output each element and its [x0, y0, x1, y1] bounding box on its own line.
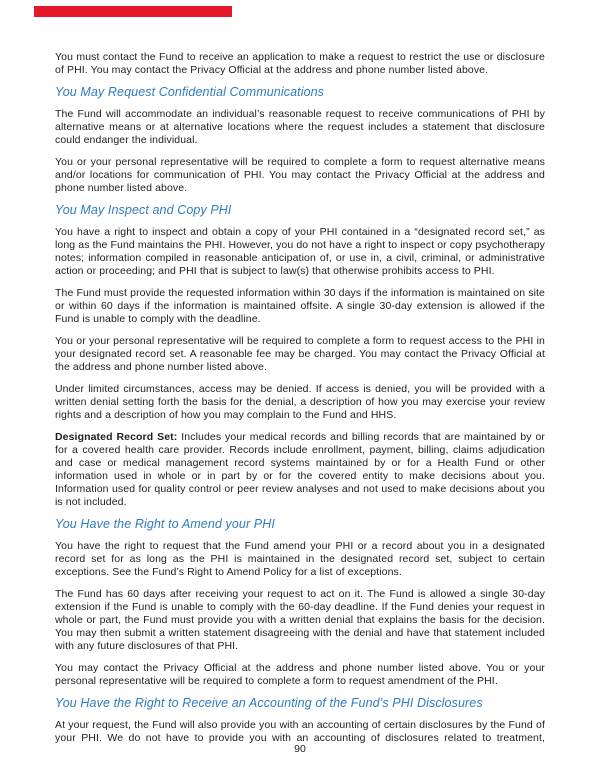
paragraph: At your request, the Fund will also provide you with an accounting of certain disclosures by the Fund of your PHI. We do not have to provide you with an accounting of disclosures related to treatment,	[55, 719, 545, 744]
paragraph: You have the right to request that the Fund amend your PHI or a record about you in a designated record set for as long as the PHI is maintained in the designated record set, subject to certain exceptions. See the Fund’s Right to Amend Policy for a list of exceptions.	[55, 540, 545, 578]
section-heading: You May Request Confidential Communications	[55, 85, 325, 99]
paragraph: The Fund will accommodate an individual’s reasonable request to receive communications of PHI by alternative means or at alternative locations where the request includes a statement that disclosure could endanger the individual.	[55, 108, 545, 146]
redaction-bar	[34, 6, 232, 17]
section-heading: You Have the Right to Amend your PHI	[55, 517, 275, 531]
paragraph: You must contact the Fund to receive an application to make a request to restrict the use or disclosure of PHI. You may contact the Privacy Official at the address and phone number listed above.	[55, 51, 545, 76]
paragraph: The Fund must provide the requested information within 30 days if the information is maintained on site or within 60 days if the information is maintained offsite. A single 30-day extension is allowed if the Fund is unable to comply with the deadline.	[55, 287, 545, 325]
paragraph: You or your personal representative will be required to complete a form to request alternative means and/or locations for communication of PHI. You may contact the Privacy Official at the address and phone number listed above.	[55, 156, 545, 194]
paragraph: Under limited circumstances, access may be denied. If access is denied, you will be provided with a written denial setting forth the basis for the denial, a description of how you may exercise your review rights and a description of how you may complain to the Fund and HHS.	[55, 383, 545, 421]
paragraph: You or your personal representative will be required to complete a form to request access to the PHI in your designated record set. A reasonable fee may be charged. You may contact the Privacy Official at the address and phone number listed above.	[55, 335, 545, 373]
document-body	[55, 51, 545, 754]
paragraph: You have a right to inspect and obtain a copy of your PHI contained in a “designated record set,” as long as the Fund maintains the PHI. However, you do not have a right to inspect or copy psychotherapy notes; information compiled in reasonable anticipation of, or use in, a civil, criminal, or administrative action or proceeding; and PHI that is subject to law(s) that otherwise prohibits access to PHI.	[55, 226, 545, 277]
paragraph: Designated Record Set: Includes your medical records and billing records that are maintained by or for a covered health care provider. Records include enrollment, payment, billing, claims adjudication and case or medical management record systems maintained by or for a Health Fund or other information used in whole or in part by or for the covered entity to make decisions about you. Information used for quality control or peer review analyses and not used to make decisions about you is not included.	[55, 431, 545, 508]
paragraph-lead: Designated Record Set:	[55, 431, 182, 443]
page-number: 90	[294, 743, 306, 755]
section-heading: You Have the Right to Receive an Accounting of the Fund’s PHI Disclosures	[55, 696, 483, 710]
paragraph: You may contact the Privacy Official at the address and phone number listed above. You or your personal representative will be required to complete a form to request amendment of the PHI.	[55, 662, 545, 687]
paragraph: The Fund has 60 days after receiving your request to act on it. The Fund is allowed a single 30-day extension if the Fund is unable to comply with the 60-day deadline. If the Fund denies your request in whole or part, the Fund must provide you with a written denial that explains the basis for the decision. You may then submit a written statement disagreeing with the denial and have that statement included with any future disclosures of that PHI.	[55, 588, 545, 652]
section-heading: You May Inspect and Copy PHI	[55, 203, 232, 217]
